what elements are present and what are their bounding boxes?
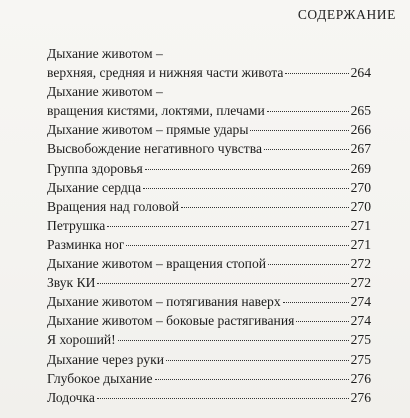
toc-entry-page: 267: [350, 141, 371, 157]
toc-entry-title: Высвобождение негативного чувства: [47, 141, 262, 157]
dot-leader: [268, 264, 349, 265]
toc-entry-title: верхняя, средняя и нижняя части живота: [47, 65, 284, 81]
toc-entry-title: Петрушка: [47, 217, 106, 233]
running-header: СОДЕРЖАНИЕ: [297, 7, 396, 22]
dot-leader: [285, 73, 348, 74]
dot-leader: [143, 188, 348, 189]
toc-entry-title: Я хороший!: [47, 332, 116, 348]
toc-entry-title: Лодочка: [47, 389, 95, 405]
toc-entry-title: Разминка ног: [47, 236, 125, 252]
toc-entry: [47, 63, 371, 82]
toc-entry-page: 276: [350, 389, 371, 405]
dot-leader: [97, 283, 348, 284]
toc-entry: [47, 159, 371, 178]
toc-entry: [47, 330, 371, 349]
toc-entry: [47, 388, 371, 407]
toc-entry-title: Дыхание животом –: [47, 84, 163, 100]
toc-entry-page: 270: [350, 179, 371, 195]
table-of-contents: [47, 44, 371, 407]
toc-entry-page: 264: [350, 65, 371, 81]
toc-entry-page: 269: [350, 160, 371, 176]
toc-entry: [47, 235, 371, 254]
dot-leader: [155, 379, 349, 380]
toc-entry-page: 276: [350, 370, 371, 386]
dot-leader: [283, 302, 349, 303]
dot-leader: [296, 321, 348, 322]
toc-entry: [47, 350, 371, 369]
toc-entry-title: Дыхание животом – прямые удары: [47, 122, 249, 138]
toc-entry: [47, 254, 371, 273]
toc-entry: [47, 197, 371, 216]
dot-leader: [145, 169, 349, 170]
dot-leader: [267, 111, 349, 112]
toc-entry-title: Дыхание животом –: [47, 46, 163, 61]
toc-entry-title: Группа здоровья: [47, 160, 143, 176]
toc-entry-page: 265: [350, 103, 371, 119]
toc-entry-page: 266: [350, 122, 371, 138]
toc-entry: [47, 120, 371, 139]
dot-leader: [264, 149, 349, 150]
toc-entry-page: 271: [350, 236, 371, 252]
toc-entry: [47, 101, 371, 120]
toc-entry: [47, 292, 371, 311]
toc-entry-page: 270: [350, 198, 371, 214]
toc-entry-title: вращения кистями, локтями, плечами: [47, 103, 265, 119]
toc-entry-title: Дыхание животом – потягивания наверх: [47, 294, 281, 310]
toc-entry: [47, 139, 371, 158]
toc-entry-page: 275: [350, 332, 371, 348]
dot-leader: [118, 340, 349, 341]
toc-entry: [47, 44, 371, 63]
toc-entry-page: 274: [350, 294, 371, 310]
toc-entry: [47, 273, 371, 292]
toc-entry-title: Дыхание животом – вращения стопой: [47, 256, 267, 272]
dot-leader: [181, 207, 349, 208]
dot-leader: [166, 360, 349, 361]
dot-leader: [107, 226, 348, 227]
toc-entry-title: Дыхание сердца: [47, 179, 142, 195]
dot-leader: [250, 130, 348, 131]
toc-entry-title: Вращения над головой: [47, 198, 180, 214]
toc-entry: [47, 369, 371, 388]
toc-entry-page: 271: [350, 217, 371, 233]
dot-leader: [126, 245, 348, 246]
toc-entry-title: Глубокое дыхание: [47, 370, 153, 386]
toc-entry-title: Дыхание животом – боковые растягивания: [47, 313, 295, 329]
toc-entry-page: 272: [350, 275, 371, 291]
toc-entry: [47, 178, 371, 197]
toc-entry-page: 275: [350, 351, 371, 367]
toc-entry: [47, 216, 371, 235]
toc-entry-title: Звук КИ: [47, 275, 96, 291]
toc-entry-title: Дыхание через руки: [47, 351, 164, 367]
dot-leader: [97, 398, 349, 399]
toc-entry: [47, 82, 371, 101]
toc-entry-page: 272: [350, 256, 371, 272]
toc-entry-page: 274: [350, 313, 371, 329]
toc-entry: [47, 311, 371, 330]
